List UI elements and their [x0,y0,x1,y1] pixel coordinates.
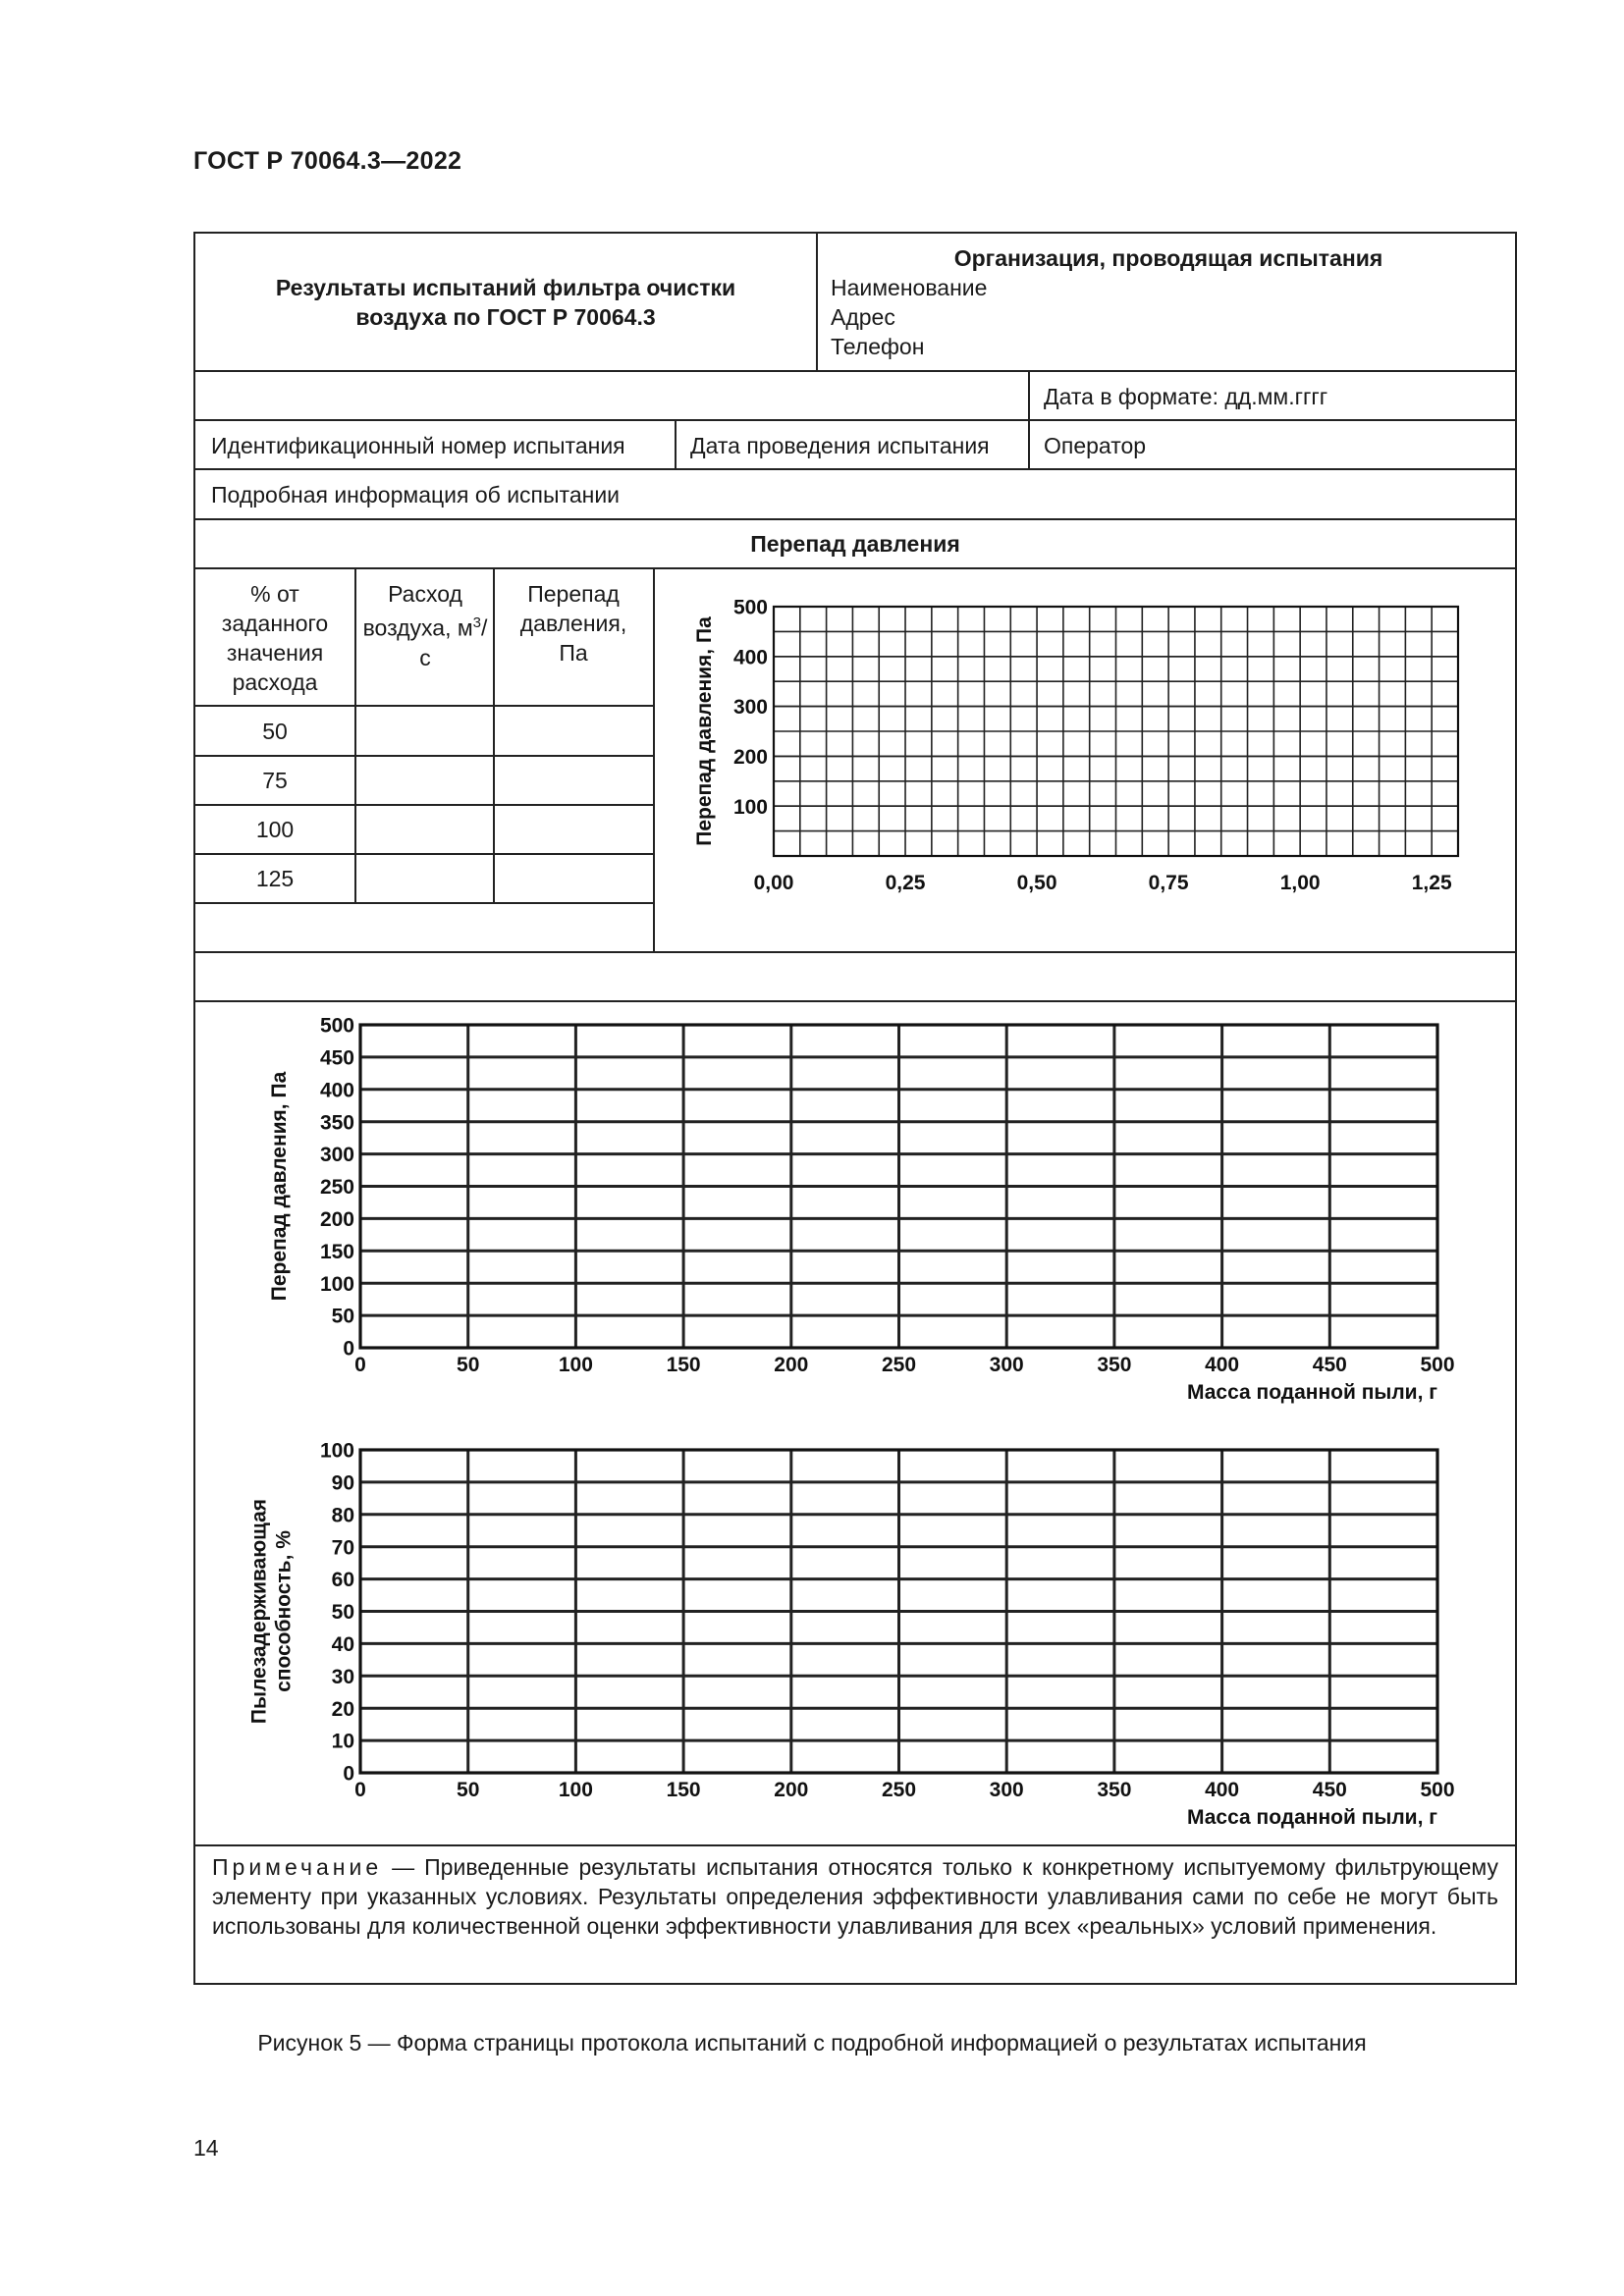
note [212,1852,1498,1941]
y-tick-label: 350 [319,1111,354,1135]
y-tick-label: 150 [319,1240,354,1263]
form-rule [675,419,677,468]
pressure-drop-vs-dust-chart [195,1002,1515,1424]
y-tick-label: 200 [319,1207,354,1231]
y-tick-label: 100 [732,795,768,819]
table-row-label: 100 [255,817,295,842]
col-airflow-header: Расход воздуха, $м^3/с$ [362,581,488,670]
y-tick-label: 200 [732,745,768,769]
y-tick-label: 500 [732,596,768,619]
y-tick-label: 50 [331,1601,354,1625]
y-tick-label: 50 [331,1305,354,1328]
table-rule [493,567,495,902]
test-id-label: Идентификационный номер испытания [211,433,625,458]
note-label: Примечание [212,1854,383,1880]
date-format-label: Дата в формате: дд.мм.гггг [1044,384,1328,409]
pressure-drop-title: Перепад давления [750,531,960,557]
x-tick-label: 100 [558,1779,593,1801]
form-rule [816,232,818,370]
x-tick-label: 250 [881,1779,917,1801]
y-tick-label: 30 [331,1665,354,1688]
test-date-label: Дата проведения испытания [690,433,990,458]
table-row-label: 75 [262,768,288,793]
document-id: ГОСТ Р 70064.3—2022 [193,147,462,175]
y-tick-label: 500 [319,1014,354,1038]
table-rule [193,804,653,806]
y-axis-label: Пылезадерживающая способность, % [247,1498,296,1725]
x-tick-label: 1,00 [1279,872,1321,894]
y-tick-label: 0 [343,1337,354,1361]
x-tick-label: 200 [774,1354,809,1376]
x-tick-label: 400 [1205,1779,1240,1801]
x-tick-label: 0,50 [1016,872,1057,894]
col-percent-header: % от заданного значения расхода [221,581,329,695]
x-tick-label: 50 [457,1354,480,1376]
form-rule [193,468,1517,470]
x-tick-label: 100 [558,1354,593,1376]
table-rule [354,567,356,902]
x-tick-label: 250 [881,1354,917,1376]
form-rule [193,951,1517,953]
x-tick-label: 0,00 [753,872,794,894]
y-tick-label: 100 [319,1439,354,1463]
x-tick-label: 450 [1312,1779,1347,1801]
y-tick-label: 400 [319,1079,354,1102]
y-tick-label: 90 [331,1471,354,1495]
y-tick-label: 40 [331,1632,354,1656]
form-rule [193,419,1517,421]
y-tick-label: 0 [343,1762,354,1786]
table-rule [193,853,653,855]
x-tick-label: 50 [457,1779,480,1801]
table-rule [193,705,653,707]
y-axis-label: Перепад давления, Па [268,1071,291,1302]
y-tick-label: 400 [732,646,768,669]
y-tick-label: 250 [319,1176,354,1200]
figure-caption: Рисунок 5 — Форма страницы протокола испытаний с подробной информацией о результатах испытания [257,2030,1367,2056]
x-tick-label: 0,75 [1148,872,1189,894]
form-rule [193,1844,1517,1846]
y-tick-label: 60 [331,1569,354,1592]
y-tick-label: 300 [732,696,768,720]
x-tick-label: 300 [989,1779,1024,1801]
y-tick-label: 70 [331,1536,354,1560]
x-tick-label: 0 [354,1354,366,1376]
x-tick-label: 400 [1205,1354,1240,1376]
y-tick-label: 10 [331,1730,354,1753]
x-tick-label: 150 [666,1779,701,1801]
y-axis-label: Перепад давления, Па [693,616,716,846]
x-tick-label: 500 [1420,1779,1455,1801]
y-tick-label: 450 [319,1046,354,1070]
x-tick-label: 300 [989,1354,1024,1376]
x-tick-label: 0,25 [885,872,926,894]
org-phone-label: Телефон [831,334,925,359]
operator-label: Оператор [1044,433,1147,458]
x-tick-label: 150 [666,1354,701,1376]
org-address-label: Адрес [831,304,895,330]
x-tick-label: 200 [774,1779,809,1801]
table-rule [193,902,653,904]
table-row-label: 50 [262,719,288,744]
y-tick-label: 100 [319,1272,354,1296]
y-tick-label: 20 [331,1697,354,1721]
x-tick-label: 450 [1312,1354,1347,1376]
y-tick-label: 80 [331,1504,354,1527]
org-name-label: Наименование [831,275,988,300]
x-tick-label: 0 [354,1779,366,1801]
table-row-label: 125 [255,866,295,891]
x-tick-label: 1,25 [1411,872,1452,894]
form-rule [1028,370,1030,468]
form-rule [193,370,1517,372]
pressure-drop-vs-flow-chart [656,569,1515,950]
y-tick-label: 300 [319,1144,354,1167]
form-rule [653,567,655,951]
x-tick-label: 500 [1420,1354,1455,1376]
dust-holding-efficiency-chart [195,1424,1515,1843]
test-details-label: Подробная информация об испытании [211,482,621,507]
x-axis-label: Масса поданной пыли, г [1186,1806,1437,1829]
note-text: — Приведенные результаты испытания относятся только к конкретному испытуемому фильтрующему элементу при указанных условиях. Результаты определения эффективности улавливания сами по себе не могут быть использованы для количественной оценки эффективности улавливания для всех «реальных» условий применения. [212,1854,1498,1939]
x-tick-label: 350 [1097,1354,1132,1376]
x-axis-label: Масса поданной пыли, г [1186,1381,1437,1404]
page-number: 14 [193,2135,219,2161]
col-pressure-header: Перепад давления, Па [519,581,627,666]
form-rule [193,518,1517,520]
org-title: Организация, проводящая испытания [953,245,1383,271]
x-tick-label: 350 [1097,1779,1132,1801]
results-title: Результаты испытаний фильтра очистки воздуха по ГОСТ Р 70064.3 [275,275,736,330]
table-rule [193,755,653,757]
